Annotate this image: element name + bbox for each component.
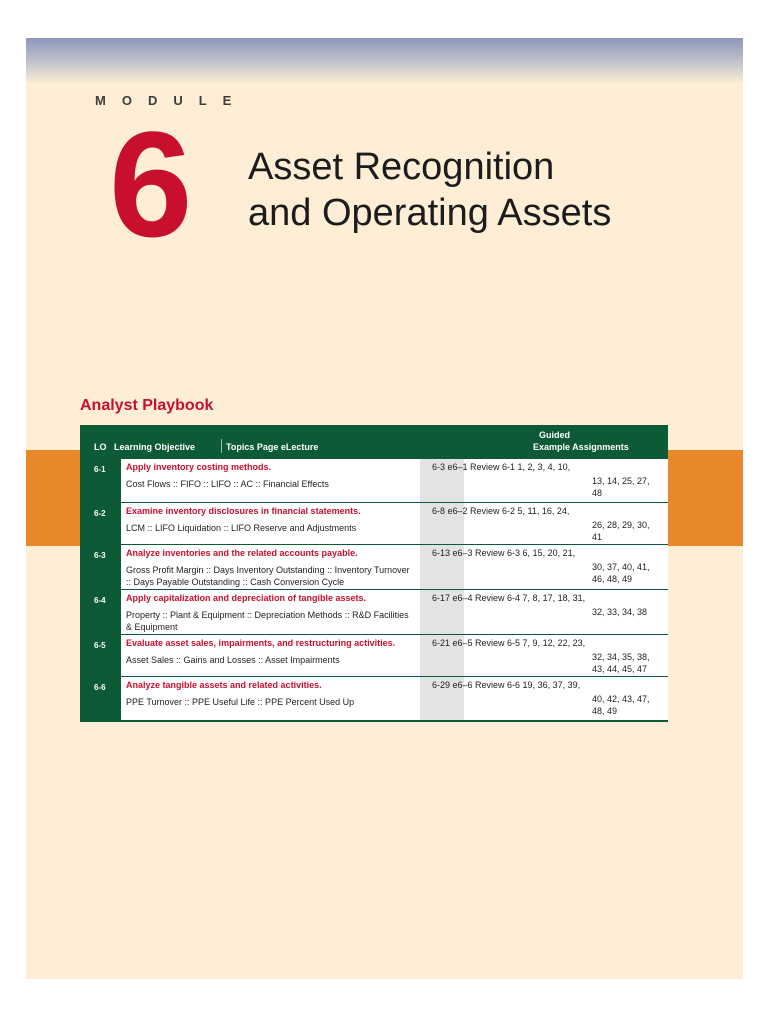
row-objective: Examine inventory disclosures in financial statements. [126,506,361,516]
row-assignments: 40, 42, 43, 47, 48, 49 [592,694,650,716]
module-title-line-1: Asset Recognition [248,146,555,188]
row-lo: 6-4 [94,596,106,605]
row-assignments: 26, 28, 29, 30, 41 [592,520,650,542]
module-title-line-2: and Operating Assets [248,192,612,234]
row-references: 6-13 e6–3 Review 6-3 6, 15, 20, 21, [432,548,576,558]
row-assignments: 13, 14, 25, 27, 48 [592,476,650,498]
row-lo: 6-3 [94,551,106,560]
header-divider [221,439,222,453]
row-lo-cell [80,503,121,544]
table-row [80,590,668,635]
table-row [80,503,668,545]
module-number: 6 [109,100,189,268]
row-objective: Evaluate asset sales, impairments, and restructuring activities. [126,638,396,648]
top-gradient-band [26,38,743,84]
row-lo-cell [80,677,121,720]
row-lo-cell [80,590,121,634]
row-references: 6-3 e6–1 Review 6-1 1, 2, 3, 4, 10, [432,462,571,472]
analyst-playbook-table [80,425,668,722]
row-objective: Analyze inventories and the related accounts payable. [126,548,358,558]
table-row [80,545,668,590]
row-references: 6-29 e6–6 Review 6-6 19, 36, 37, 39, [432,680,581,690]
row-lo: 6-2 [94,509,106,518]
table-row [80,677,668,720]
module-opener-page [26,38,743,979]
module-label: MODULE [95,93,248,108]
row-assignments: 30, 37, 40, 41, 46, 48, 49 [592,562,650,584]
row-references: 6-8 e6–2 Review 6-2 5, 11, 16, 24, [432,506,570,516]
row-topics: Property :: Plant & Equipment :: Depreciation Methods :: R&D Facilities & Equipment [126,610,409,632]
row-lo: 6-6 [94,683,106,692]
header-topics-page-electure: Topics Page eLecture [226,442,319,452]
row-lo-cell [80,545,121,589]
table-row [80,459,668,503]
table-header [80,425,668,459]
row-topics: Gross Profit Margin :: Days Inventory Outstanding :: Inventory Turnover :: Days Payable Outstanding :: Cash Conversion Cycle [126,565,410,587]
row-lo: 6-1 [94,465,106,474]
table-row [80,635,668,677]
header-guided: Guided [539,430,570,440]
row-topics: LCM :: LIFO Liquidation :: LIFO Reserve and Adjustments [126,523,357,533]
row-objective: Apply inventory costing methods. [126,462,272,472]
row-references: 6-17 e6–4 Review 6-4 7, 8, 17, 18, 31, [432,593,586,603]
row-topics: Cost Flows :: FIFO :: LIFO :: AC :: Financial Effects [126,479,329,489]
row-topics: PPE Turnover :: PPE Useful Life :: PPE Percent Used Up [126,697,355,707]
row-lo-cell [80,635,121,676]
module-title [248,144,611,236]
header-example-assignments: Example Assignments [533,442,629,452]
header-learning-objective: Learning Objective [114,442,196,452]
row-references: 6-21 e6–5 Review 6-5 7, 9, 12, 22, 23, [432,638,586,648]
row-topics: Asset Sales :: Gains and Losses :: Asset Impairments [126,655,340,665]
row-lo: 6-5 [94,641,106,650]
row-assignments: 32, 33, 34, 38 [592,607,648,617]
analyst-playbook-heading: Analyst Playbook [80,397,214,414]
row-lo-cell [80,459,121,502]
row-assignments: 32, 34, 35, 38, 43, 44, 45, 47 [592,652,650,674]
row-objective: Apply capitalization and depreciation of tangible assets. [126,593,367,603]
row-objective: Analyze tangible assets and related activities. [126,680,322,690]
header-lo: LO [94,442,107,452]
